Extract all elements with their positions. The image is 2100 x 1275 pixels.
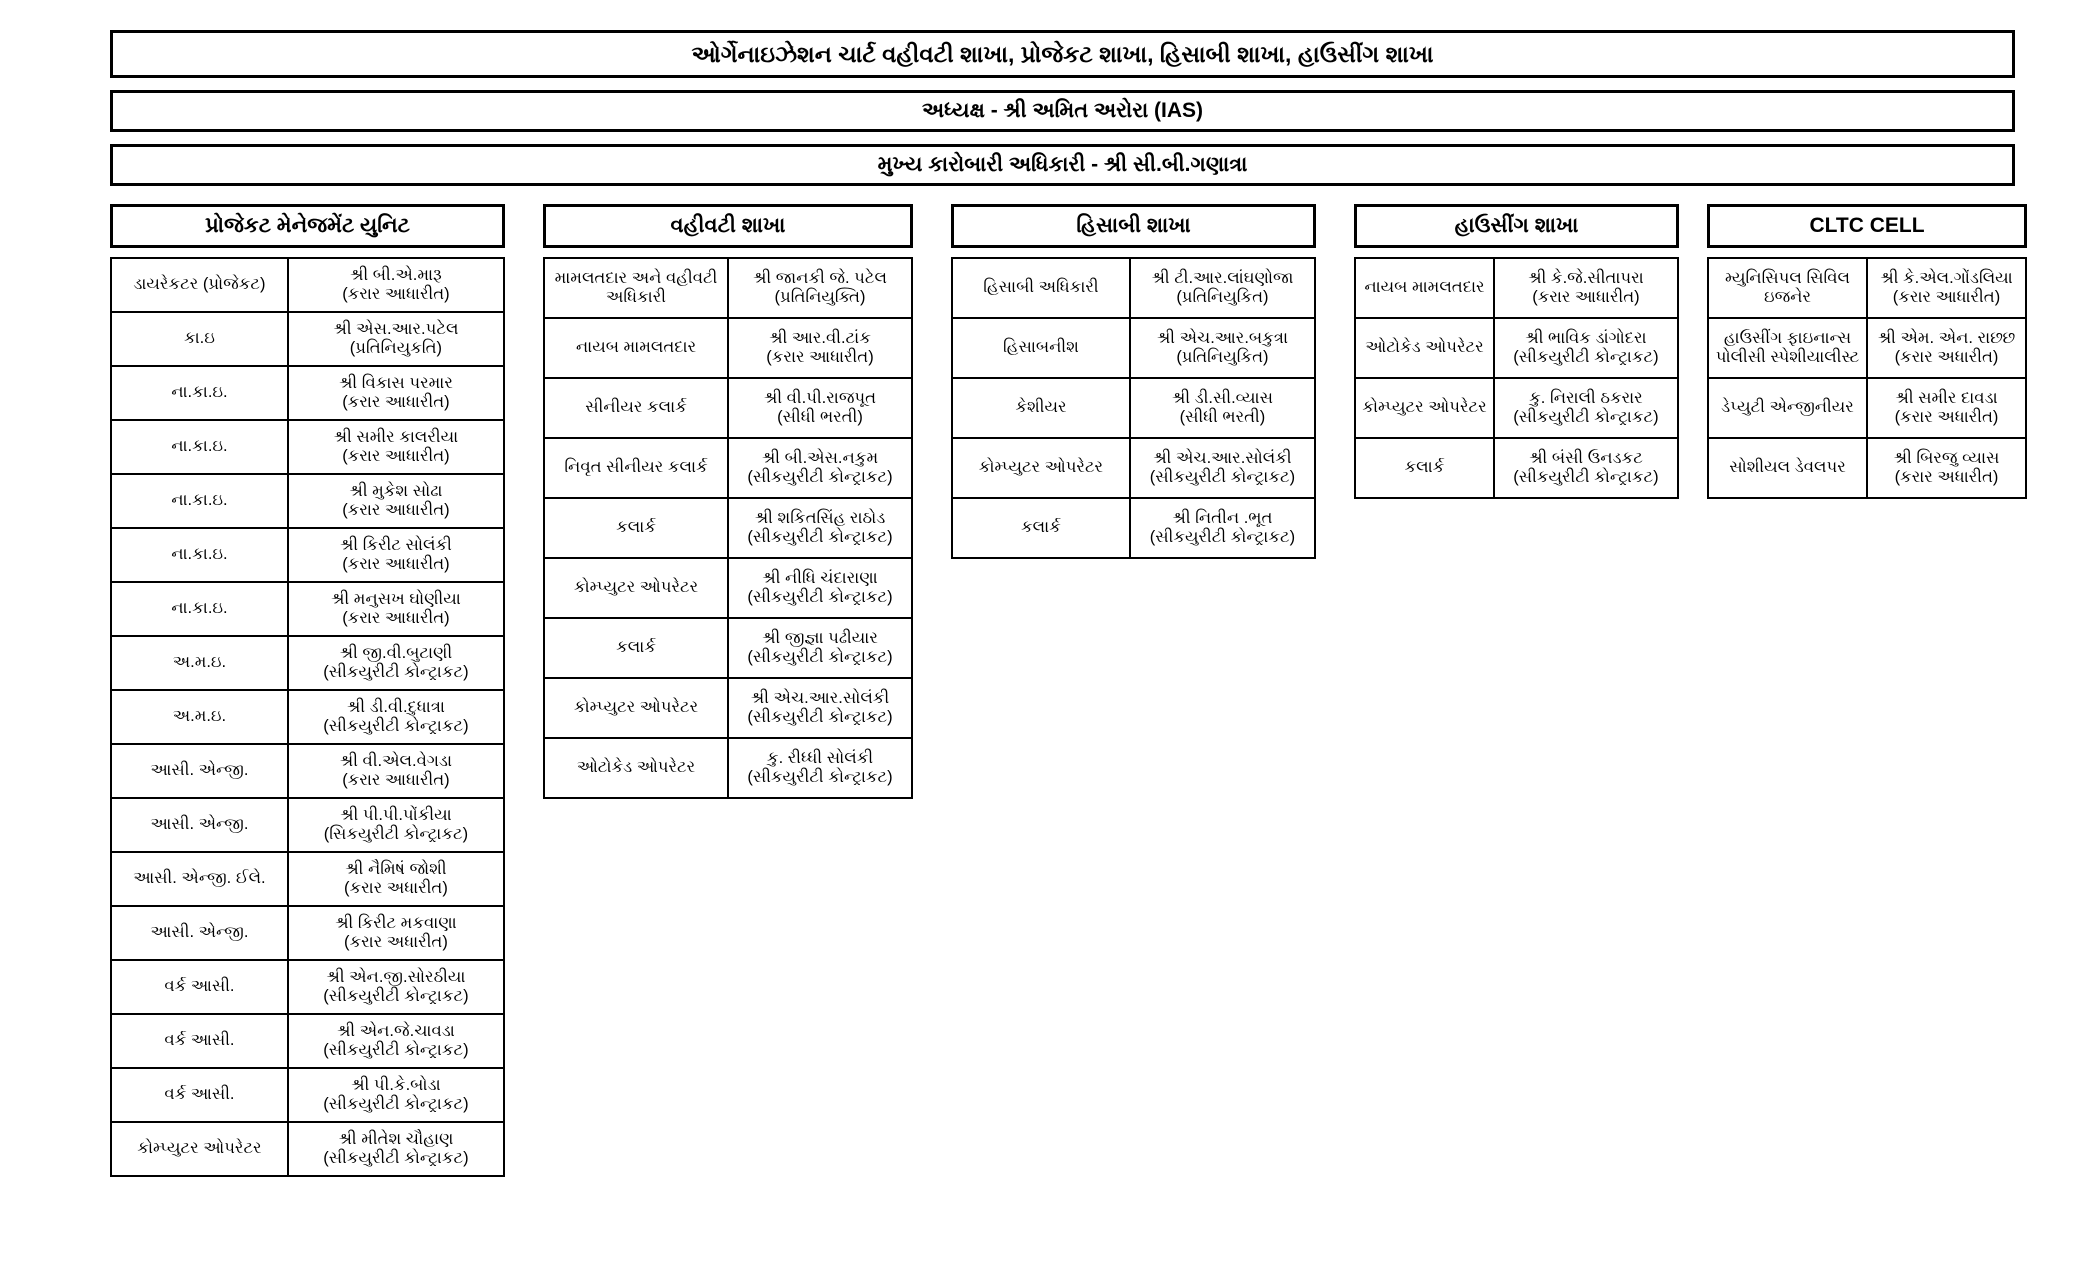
person-cell xyxy=(288,798,504,852)
person-cell xyxy=(1494,378,1678,438)
role-cell: ના.કા.ઇ. xyxy=(111,582,288,636)
role-cell: કલાર્ક xyxy=(1355,438,1494,498)
role-cell: કેશીયર xyxy=(952,378,1130,438)
person-cell xyxy=(1867,318,2026,378)
department-title-hisabi xyxy=(951,204,1316,248)
person-name: શ્રી બી.એ.મારૂ xyxy=(350,265,442,284)
employment-status: (સીકયુરીટી કોન્ટ્રાકટ) xyxy=(1149,468,1296,486)
table-row xyxy=(111,690,504,744)
role-cell: આસી. એન્જી. xyxy=(111,798,288,852)
chairman-banner xyxy=(110,90,2015,132)
role-cell: સીનીયર કલાર્ક xyxy=(544,378,728,438)
table-row xyxy=(544,258,912,318)
table-row xyxy=(1355,258,1678,318)
person-cell xyxy=(1130,258,1315,318)
employment-status: (કરાર અધારીત) xyxy=(1894,348,1999,366)
person-name: શ્રી કિરીટ મકવાણા xyxy=(335,913,457,932)
employment-status: (સીકયુરીટી કોન્ટ્રાકટ) xyxy=(1513,468,1659,486)
role-cell: આસી. એન્જી. ઈલે. xyxy=(111,852,288,906)
person-cell xyxy=(288,744,504,798)
person-name: શ્રી નૈમિષં જોશી xyxy=(345,859,447,878)
role-cell: વર્ક આસી. xyxy=(111,1014,288,1068)
employment-status: (સીકયુરીટી કોન્ટ્રાકટ) xyxy=(1513,348,1659,366)
person-cell xyxy=(288,312,504,366)
person-cell xyxy=(728,498,912,558)
person-name: શ્રી એન.જી.સોરઠીયા xyxy=(326,967,466,986)
role-cell: ઓટોકેડ ઓપરેટર xyxy=(544,738,728,798)
employment-status: (કરાર અધારીત) xyxy=(343,933,448,951)
role-cell: હિસાબી અધિકારી xyxy=(952,258,1130,318)
person-name: શ્રી ટી.આર.લાંઘણોજા xyxy=(1151,268,1294,287)
table-row xyxy=(111,528,504,582)
role-cell: વર્ક આસી. xyxy=(111,1068,288,1122)
table-row xyxy=(111,744,504,798)
table-row xyxy=(111,258,504,312)
employment-status: (સીકયુરીટી કોન્ટ્રાકટ) xyxy=(323,987,469,1005)
table-row xyxy=(952,258,1315,318)
table-row xyxy=(544,738,912,798)
table-row xyxy=(111,906,504,960)
table-row xyxy=(952,498,1315,558)
role-cell: હિસાબનીશ xyxy=(952,318,1130,378)
person-cell xyxy=(728,678,912,738)
person-name: શ્રી શકિતસિંહ રાઠોડ xyxy=(754,508,886,527)
person-name: શ્રી એસ.આર.પટેલ xyxy=(333,319,459,338)
person-cell xyxy=(1130,498,1315,558)
table-row xyxy=(1708,378,2026,438)
person-name: શ્રી સમીર દાવડા xyxy=(1895,388,1998,407)
person-cell xyxy=(288,636,504,690)
department-title-cltc xyxy=(1707,204,2027,248)
role-cell: કલાર્ક xyxy=(544,498,728,558)
role-cell: ઓટોકેડ ઓપરેટર xyxy=(1355,318,1494,378)
table-row xyxy=(544,498,912,558)
role-cell: ડાયરેકટર (પ્રોજેકટ) xyxy=(111,258,288,312)
person-cell xyxy=(1494,318,1678,378)
person-cell xyxy=(288,690,504,744)
table-row xyxy=(1708,438,2026,498)
person-name: શ્રી બિરજુ વ્યાસ xyxy=(1893,448,2000,467)
ceo-banner xyxy=(110,144,2015,186)
person-name: કુ. રીધ્ધી સોલંકી xyxy=(766,748,874,767)
role-cell: કલાર્ક xyxy=(544,618,728,678)
employment-status: (કરાર આધારીત) xyxy=(342,501,450,519)
person-cell xyxy=(1130,318,1315,378)
role-cell: મામલતદાર અને વહીવટી અધિકારી xyxy=(544,258,728,318)
person-cell xyxy=(288,960,504,1014)
department-title-text: પ્રોજેકટ મેનેજમેંટ યુનિટ xyxy=(205,214,410,237)
person-name: શ્રી જાનકી જે. પટેલ xyxy=(753,268,887,287)
table-row xyxy=(111,312,504,366)
person-cell xyxy=(288,582,504,636)
person-cell xyxy=(728,258,912,318)
person-cell xyxy=(288,474,504,528)
department-title-text: CLTC CELL xyxy=(1809,214,1925,237)
person-cell xyxy=(1867,438,2026,498)
person-cell xyxy=(288,420,504,474)
table-row xyxy=(1708,258,2026,318)
table-row xyxy=(111,636,504,690)
employment-status: (સીકયુરીટી કોન્ટ્રાકટ) xyxy=(323,1149,469,1167)
person-cell xyxy=(288,258,504,312)
department-title-housing xyxy=(1354,204,1679,248)
person-name: શ્રી બી.એસ.નકુમ xyxy=(761,448,879,467)
person-name: શ્રી જીજ્ઞા પઢીયાર xyxy=(762,628,878,647)
person-cell xyxy=(288,1068,504,1122)
employment-status: (પ્રતિનિયુકિત) xyxy=(1176,288,1269,306)
table-row xyxy=(544,678,912,738)
role-cell: કલાર્ક xyxy=(952,498,1130,558)
department-column-hisabi xyxy=(951,204,1316,559)
role-cell: કોમ્પ્યુટર ઓપરેટર xyxy=(544,558,728,618)
table-row xyxy=(111,1122,504,1176)
table-row xyxy=(544,438,912,498)
person-name: શ્રી મુકેશ સોઢા xyxy=(349,481,443,500)
department-title-pmu xyxy=(110,204,505,248)
employment-status: (સીધી ભરતી) xyxy=(1179,408,1266,426)
employment-status: (કરાર આધારીત) xyxy=(342,555,450,573)
person-cell xyxy=(1867,258,2026,318)
table-row xyxy=(1355,438,1678,498)
table-row xyxy=(544,318,912,378)
role-cell: સોશીયલ ડેવલપર xyxy=(1708,438,1867,498)
employment-status: (કરાર આધારીત) xyxy=(766,348,874,366)
table-row xyxy=(111,366,504,420)
person-name: શ્રી પી.કે.બોડા xyxy=(351,1075,441,1094)
person-name: શ્રી એમ. એન. રાછ્છ xyxy=(1877,328,2016,347)
employment-status: (કરાર અધારીત) xyxy=(1894,468,1999,486)
person-name: શ્રી પી.પી.પોંકીયા xyxy=(340,805,452,824)
person-cell xyxy=(288,852,504,906)
role-cell: કા.ઇ xyxy=(111,312,288,366)
table-row xyxy=(1708,318,2026,378)
role-cell: ડેપ્યુટી એન્જીનીયર xyxy=(1708,378,1867,438)
table-row xyxy=(952,318,1315,378)
employment-status: (સીકયુરીટી કોન્ટ્રાકટ) xyxy=(747,648,893,666)
person-cell xyxy=(728,318,912,378)
role-cell: કોમ્પ્યુટર ઓપરેટર xyxy=(952,438,1130,498)
employment-status: (કરાર આધારીત) xyxy=(342,609,450,627)
table-row xyxy=(111,582,504,636)
role-cell: આસી. એન્જી. xyxy=(111,906,288,960)
role-cell: વર્ક આસી. xyxy=(111,960,288,1014)
person-cell xyxy=(728,378,912,438)
role-cell: મ્યુનિસિપલ સિવિલ ઇજનેર xyxy=(1708,258,1867,318)
role-cell: ના.કા.ઇ. xyxy=(111,474,288,528)
employment-status: (કરાર આધારીત) xyxy=(1892,288,2001,306)
person-cell xyxy=(1494,438,1678,498)
person-cell xyxy=(288,1122,504,1176)
table-row xyxy=(111,1068,504,1122)
person-cell xyxy=(728,738,912,798)
role-cell: ના.કા.ઇ. xyxy=(111,366,288,420)
table-row xyxy=(544,558,912,618)
role-cell: અ.મ.ઇ. xyxy=(111,690,288,744)
person-name: શ્રી એન.જે.ચાવડા xyxy=(336,1021,455,1040)
table-row xyxy=(1355,318,1678,378)
chart-title-banner xyxy=(110,30,2015,78)
department-table-hisabi xyxy=(951,257,1316,559)
employment-status: (સીકયુરીટી કોન્ટ્રાકટ) xyxy=(323,1095,469,1113)
employment-status: (સીકયુરીટી કોન્ટ્રાકટ) xyxy=(323,1041,469,1059)
department-table-vahivati xyxy=(543,257,913,799)
person-name: શ્રી એચ.આર.સોલંકી xyxy=(1153,448,1292,467)
role-cell: હાઉસીંગ ફાઇનાન્સ પોલીસી સ્પેશીયાલીસ્ટ xyxy=(1708,318,1867,378)
role-cell: કોમ્પ્યુટર ઓપરેટર xyxy=(111,1122,288,1176)
department-column-pmu xyxy=(110,204,505,1177)
department-column-vahivati xyxy=(543,204,913,799)
person-name: શ્રી નિતીન .ભૂત xyxy=(1172,508,1273,527)
role-cell: નાયબ મામલતદાર xyxy=(544,318,728,378)
person-cell xyxy=(288,1014,504,1068)
employment-status: (સિકયુરીટી કોન્ટ્રાકટ) xyxy=(323,825,469,843)
employment-status: (સીકયુરીટી કોન્ટ્રાકટ) xyxy=(747,768,893,786)
department-title-text: વહીવટી શાખા xyxy=(670,214,786,237)
employment-status: (સીકયુરીટી કોન્ટ્રાકટ) xyxy=(747,468,893,486)
employment-status: (સીધી ભરતી) xyxy=(777,408,863,426)
person-name: કુ. નિરાલી ઠકરાર xyxy=(1529,388,1643,407)
person-cell xyxy=(728,618,912,678)
person-cell xyxy=(728,558,912,618)
table-row xyxy=(111,798,504,852)
table-row xyxy=(952,438,1315,498)
table-row xyxy=(111,1014,504,1068)
employment-status: (પ્રતિનિયુક્તિ) xyxy=(774,288,866,306)
employment-status: (કરાર આધારીત) xyxy=(342,285,450,303)
person-name: શ્રી વી.એલ.વેગડા xyxy=(339,751,453,770)
department-table-housing xyxy=(1354,257,1679,499)
person-name: શ્રી ડી.વી.દુધાત્રા xyxy=(346,697,445,716)
role-cell: કોમ્પ્યુટર ઓપરેટર xyxy=(1355,378,1494,438)
role-cell: ના.કા.ઇ. xyxy=(111,420,288,474)
person-name: શ્રી મીતેશ ચૌહાણ xyxy=(338,1129,454,1148)
role-cell: અ.મ.ઇ. xyxy=(111,636,288,690)
employment-status: (પ્રતિનિયુકિત) xyxy=(1176,348,1269,366)
person-name: શ્રી ડી.સી.વ્યાસ xyxy=(1171,388,1273,407)
person-name: શ્રી એચ.આર.બકુત્રા xyxy=(1156,328,1288,347)
employment-status: (સીકયુરીટી કોન્ટ્રાકટ) xyxy=(1513,408,1659,426)
role-cell: આસી. એન્જી. xyxy=(111,744,288,798)
department-title-text: હિસાબી શાખા xyxy=(1076,214,1191,237)
person-name: શ્રી એચ.આર.સોલંકી xyxy=(750,688,890,707)
department-title-vahivati xyxy=(543,204,913,248)
employment-status: (સીકયુરીટી કોન્ટ્રાકટ) xyxy=(747,528,893,546)
chart-title: ઓર્ગેનાઇઝેશન ચાર્ટ વહીવટી શાખા, પ્રોજેકટ શાખા, હિસાબી શાખા, હાઉસીંગ શાખા xyxy=(691,40,1434,67)
employment-status: (સીકયુરીટી કોન્ટ્રાકટ) xyxy=(1149,528,1296,546)
person-name: શ્રી બંસી ઉનડકટ xyxy=(1529,448,1643,467)
table-row xyxy=(1355,378,1678,438)
person-cell xyxy=(288,528,504,582)
person-cell xyxy=(1130,378,1315,438)
department-column-housing xyxy=(1354,204,1679,499)
employment-status: (કરાર આધારીત) xyxy=(1532,288,1640,306)
person-name: શ્રી સમીર કાલરીયા xyxy=(333,427,459,446)
person-name: શ્રી મનુસખ ઘોણીયા xyxy=(331,589,461,608)
person-cell xyxy=(1867,378,2026,438)
person-name: શ્રી નીધિ ચંદારાણા xyxy=(762,568,878,587)
department-columns xyxy=(110,204,2016,1177)
role-cell: નિવૃત સીનીયર કલાર્ક xyxy=(544,438,728,498)
employment-status: (કરાર આધારીત) xyxy=(342,447,450,465)
employment-status: (કરાર અધારીત) xyxy=(1894,408,1999,426)
role-cell: ના.કા.ઇ. xyxy=(111,528,288,582)
table-row xyxy=(111,420,504,474)
table-row xyxy=(111,960,504,1014)
table-row xyxy=(952,378,1315,438)
person-name: શ્રી કિરીટ સોલંકી xyxy=(339,535,452,554)
person-name: શ્રી આર.વી.ટાંક xyxy=(769,328,871,347)
person-name: શ્રી વી.પી.રાજપૂત xyxy=(763,388,877,407)
chairman-label: અધ્યક્ષ - શ્રી અમિત અરોરા (IAS) xyxy=(921,99,1204,122)
employment-status: (કરાર આધારીત) xyxy=(342,771,450,789)
person-cell xyxy=(288,906,504,960)
department-table-cltc xyxy=(1707,257,2027,499)
person-cell xyxy=(288,366,504,420)
employment-status: (કરાર અધારીત) xyxy=(343,879,448,897)
table-row xyxy=(111,852,504,906)
role-cell: કોમ્પ્યુટર ઓપરેટર xyxy=(544,678,728,738)
employment-status: (સીકયુરીટી કોન્ટ્રાકટ) xyxy=(747,708,893,726)
department-table-pmu xyxy=(110,257,505,1177)
table-row xyxy=(111,474,504,528)
ceo-label: મુખ્ય કારોબારી અધિકારી - શ્રી સી.બી.ગણાત્રા xyxy=(877,153,1248,176)
department-title-text: હાઉસીંગ શાખા xyxy=(1454,214,1579,237)
person-cell xyxy=(1494,258,1678,318)
person-name: શ્રી જી.વી.બુટાણી xyxy=(339,643,453,662)
person-cell xyxy=(1130,438,1315,498)
person-name: શ્રી ભાવિક ડાંગોદરા xyxy=(1525,328,1647,347)
employment-status: (સીકયુરીટી કોન્ટ્રાકટ) xyxy=(323,663,469,681)
table-row xyxy=(544,618,912,678)
employment-status: (પ્રતિનિયુકતિ) xyxy=(349,339,443,357)
employment-status: (સીકયુરીટી કોન્ટ્રાકટ) xyxy=(747,588,893,606)
employment-status: (કરાર આધારીત) xyxy=(342,393,450,411)
department-column-cltc xyxy=(1707,204,2027,499)
person-name: શ્રી કે.જે.સીતાપરા xyxy=(1528,268,1644,287)
role-cell: નાયબ મામલતદાર xyxy=(1355,258,1494,318)
table-row xyxy=(544,378,912,438)
person-name: શ્રી કે.એલ.ગોંડલિયા xyxy=(1880,268,2013,287)
employment-status: (સીકયુરીટી કોન્ટ્રાકટ) xyxy=(323,717,469,735)
person-cell xyxy=(728,438,912,498)
person-name: શ્રી વિકાસ પરમાર xyxy=(338,373,453,392)
